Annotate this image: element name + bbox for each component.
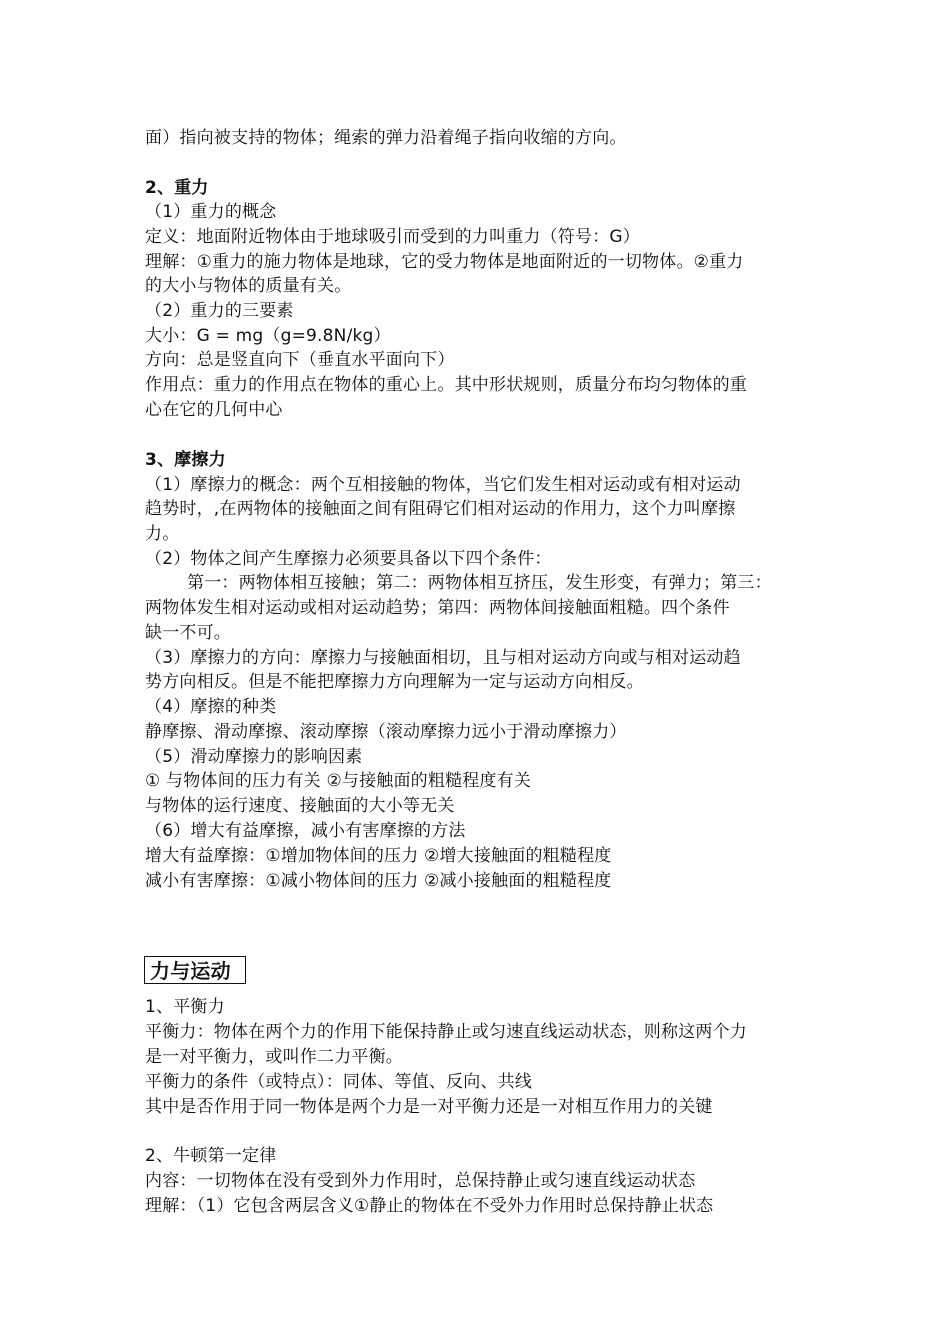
text-line: 两物体发生相对运动或相对运动趋势；第四：两物体间接触面粗糙。四个条件 (145, 598, 730, 618)
text-line: ① 与物体间的压力有关 ②与接触面的粗糙程度有关 (145, 771, 532, 791)
text-line: 势方向相反。但是不能把摩擦力方向理解为一定与运动方向相反。 (145, 672, 644, 692)
text-line: 力。 (145, 524, 180, 544)
text-line: （1）重力的概念 (145, 202, 277, 222)
text-line: 心在它的几何中心 (145, 400, 283, 420)
text-line: 与物体的运行速度、接触面的大小等无关 (145, 796, 455, 816)
text-line: 1、平衡力 (145, 997, 225, 1017)
text-line: 平衡力：物体在两个力的作用下能保持静止或匀速直线运动状态，则称这两个力 (145, 1022, 747, 1042)
section-title: 力与运动 (144, 956, 246, 984)
text-line: （2）物体之间产生摩擦力必须要具备以下四个条件： (145, 549, 552, 569)
text-line: 面）指向被支持的物体；绳索的弹力沿着绳子指向收缩的方向。 (145, 128, 627, 148)
text-line: （3）摩擦力的方向：摩擦力与接触面相切，且与相对运动方向或与相对运动趋 (145, 648, 741, 668)
text-line: 第一：两物体相互接触；第二：两物体相互挤压，发生形变，有弹力；第三： (187, 573, 772, 593)
text-line: 是一对平衡力，或叫作二力平衡。 (145, 1047, 403, 1067)
text-line: 方向：总是竖直向下（垂直水平面向下） (145, 350, 455, 370)
text-line: 作用点：重力的作用点在物体的重心上。其中形状规则，质量分布均匀物体的重 (145, 375, 747, 395)
text-line: （1）摩擦力的概念：两个互相接触的物体，当它们发生相对运动或有相对运动 (145, 475, 741, 495)
text-line: 理解：①重力的施力物体是地球，它的受力物体是地面附近的一切物体。②重力 (145, 252, 744, 272)
text-line: 平衡力的条件（或特点）：同体、等值、反向、共线 (145, 1072, 533, 1092)
text-line: 大小：G = mg（g=9.8N/kg） (145, 326, 391, 346)
text-line: 缺一不可。 (145, 623, 231, 643)
text-line: 减小有害摩擦：①减小物体间的压力 ②减小接触面的粗糙程度 (145, 871, 612, 891)
text-line: 定义：地面附近物体由于地球吸引而受到的力叫重力（符号：G） (145, 227, 640, 247)
text-line: （6）增大有益摩擦，减小有害摩擦的方法 (145, 821, 466, 841)
text-line: 2、牛顿第一定律 (145, 1146, 277, 1166)
text-line: 静摩擦、滑动摩擦、滚动摩擦（滚动摩擦力远小于滑动摩擦力） (145, 722, 627, 742)
text-line: 理解：（1）它包含两层含义①静止的物体在不受外力作用时总保持静止状态 (145, 1196, 714, 1216)
text-line: 内容：一切物体在没有受到外力作用时，总保持静止或匀速直线运动状态 (145, 1171, 696, 1191)
text-line: （4）摩擦的种类 (145, 697, 277, 717)
text-line: 其中是否作用于同一物体是两个力是一对平衡力还是一对相互作用力的关键 (145, 1097, 713, 1117)
text-line: 的大小与物体的质量有关。 (145, 276, 352, 296)
text-line: （5）滑动摩擦力的影响因素 (145, 747, 363, 767)
text-line: 趋势时，,在两物体的接触面之间有阻碍它们相对运动的作用力，这个力叫摩擦 (145, 499, 736, 519)
text-line: 增大有益摩擦：①增加物体间的压力 ②增大接触面的粗糙程度 (145, 846, 612, 866)
text-line: （2）重力的三要素 (145, 301, 294, 321)
heading-friction: 3、摩擦力 (145, 450, 226, 470)
heading-gravity: 2、重力 (145, 178, 209, 198)
